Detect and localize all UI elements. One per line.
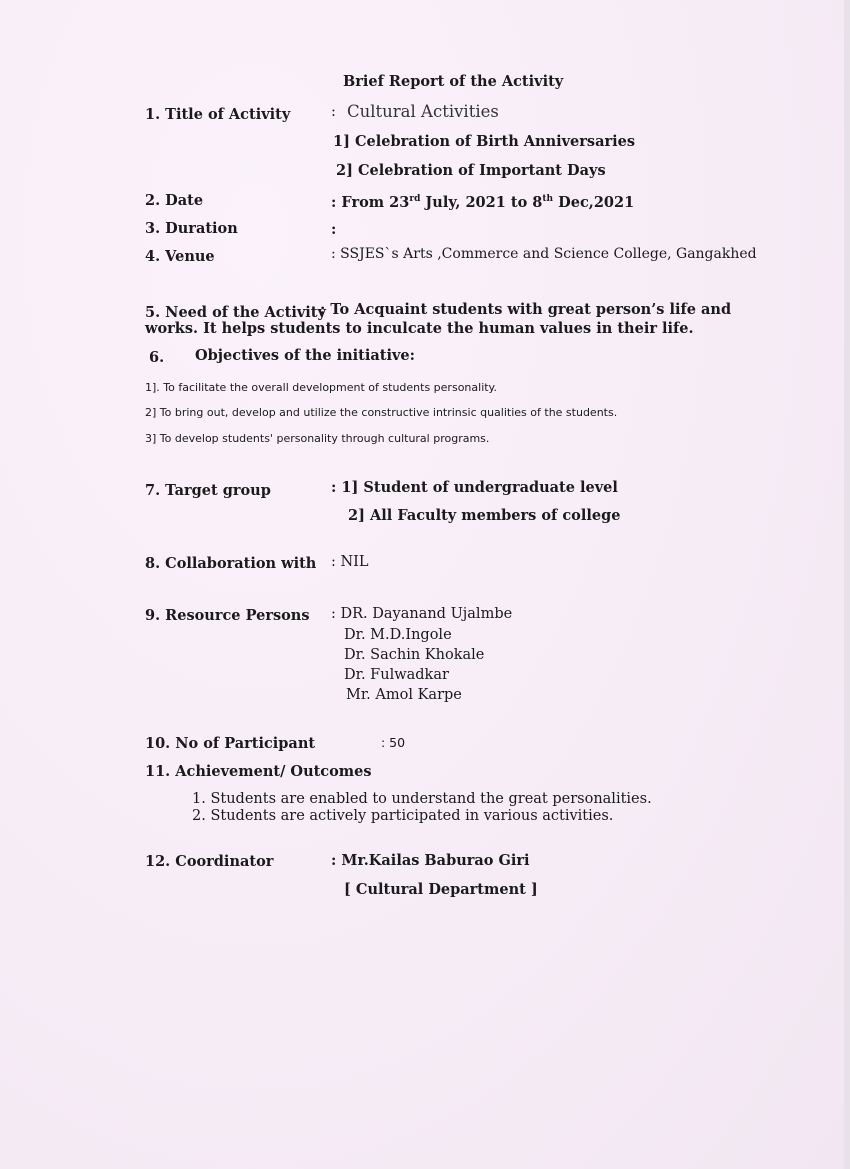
resource-persons-label: 9. Resource Persons (145, 607, 310, 624)
venue-value: : SSJES`s Arts ,Commerce and Science College, Gangakhed (331, 246, 757, 262)
need-label: 5. Need of the Activity (145, 304, 326, 321)
resource-person-3: Dr. Sachin Khokale (344, 647, 485, 663)
collaboration-label: 8. Collaboration with (145, 555, 317, 572)
objectives-number: 6. (149, 349, 165, 366)
coordinator-name: : Mr.Kailas Baburao Giri (331, 852, 530, 869)
coordinator-department: [ Cultural Department ] (344, 881, 538, 898)
achievement-item-1: 1. Students are enabled to understand the great personalities. (192, 791, 652, 807)
date-value: : From 23rd July, 2021 to 8th Dec,2021 (331, 193, 635, 211)
date-label: 2. Date (145, 192, 204, 209)
participants-label: 10. No of Participant (145, 735, 316, 752)
resource-person-2: Dr. M.D.Ingole (344, 627, 452, 643)
objective-item-2: 2] To bring out, develop and utilize the constructive intrinsic qualities of the students. (145, 406, 618, 419)
resource-person-1: : DR. Dayanand Ujalmbe (331, 606, 513, 622)
objectives-heading: Objectives of the initiative: (195, 347, 415, 364)
title-item-1: 1] Celebration of Birth Anniversaries (333, 133, 636, 150)
achievement-item-2: 2. Students are actively participated in various activities. (192, 808, 614, 824)
target-group-item-1: : 1] Student of undergraduate level (331, 479, 618, 496)
target-group-label: 7. Target group (145, 482, 271, 499)
title-item-2: 2] Celebration of Important Days (336, 162, 606, 179)
objective-item-3: 3] To develop students' personality through cultural programs. (145, 432, 490, 445)
scan-edge (844, 0, 850, 1169)
resource-person-4: Dr. Fulwadkar (344, 667, 449, 683)
venue-label: 4. Venue (145, 248, 215, 265)
title-colon: : (331, 104, 336, 120)
objective-item-1: 1]. To facilitate the overall development of students personality. (145, 381, 497, 394)
achievement-label: 11. Achievement/ Outcomes (145, 763, 372, 780)
resource-person-5: Mr. Amol Karpe (346, 687, 462, 703)
participants-value: : 50 (381, 735, 406, 750)
title-of-activity-value: Cultural Activities (347, 102, 499, 121)
need-value-line1: : To Acquaint students with great person’s life and (320, 301, 732, 318)
need-value-line2: works. It helps students to inculcate the human values in their life. (145, 320, 694, 337)
collaboration-value: : NIL (331, 554, 369, 570)
report-title: Brief Report of the Activity (343, 73, 564, 90)
target-group-item-2: 2] All Faculty members of college (348, 507, 621, 524)
title-of-activity-label: 1. Title of Activity (145, 106, 291, 123)
duration-label: 3. Duration (145, 220, 238, 237)
coordinator-label: 12. Coordinator (145, 853, 274, 870)
duration-value: : (331, 221, 337, 238)
